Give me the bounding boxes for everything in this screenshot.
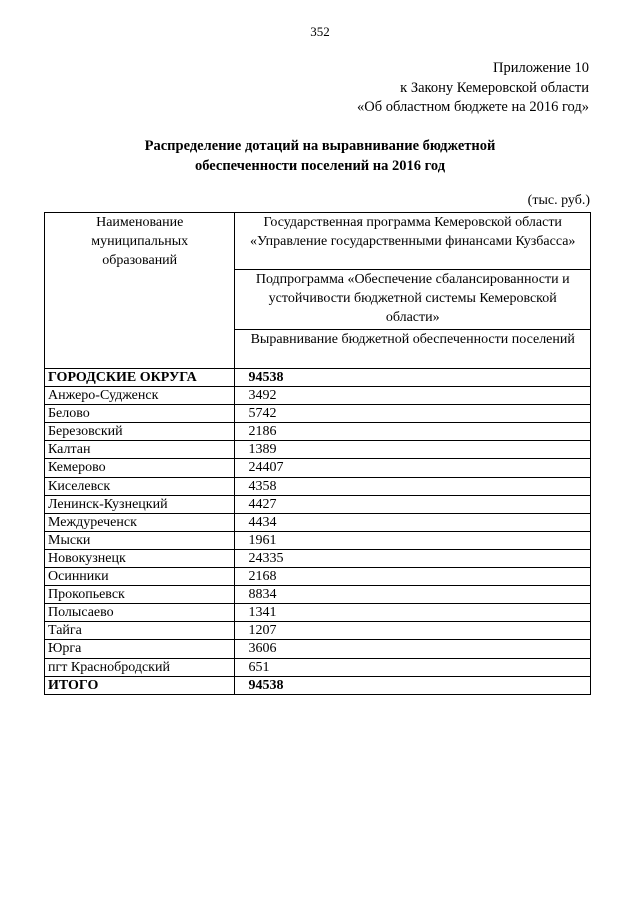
table-row [45, 423, 591, 441]
table-row-subtotal [45, 369, 591, 387]
table-row [45, 568, 591, 586]
municipality-name: Осинники [45, 568, 235, 586]
table-row [45, 549, 591, 567]
program-line-2: «Управление государственными финансами Кузбасса» [250, 234, 576, 249]
municipality-name: пгт Краснобродский [45, 658, 235, 676]
table-row [45, 622, 591, 640]
subsidy-value: 1389 [235, 441, 591, 459]
municipality-name: Киселевск [45, 477, 235, 495]
municipality-name: Белово [45, 405, 235, 423]
subsidy-table [44, 212, 591, 695]
program-header [235, 213, 591, 270]
municipality-name: Калтан [45, 441, 235, 459]
subsidy-value: 8834 [235, 586, 591, 604]
subsidy-value: 1207 [235, 622, 591, 640]
table-row [45, 531, 591, 549]
table-row [45, 495, 591, 513]
subprogram-line-3: области» [385, 310, 440, 326]
col1-header-line-3: образований [102, 253, 178, 268]
subsidy-value: 4427 [235, 495, 591, 513]
municipality-name: Прокопьевск [45, 586, 235, 604]
appendix-line-3: «Об областном бюджете на 2016 год» [357, 99, 589, 115]
table-row [45, 405, 591, 423]
table-row [45, 658, 591, 676]
table-row [45, 640, 591, 658]
table-row [45, 387, 591, 405]
column-header-municipalities [45, 213, 235, 369]
table-row-total [45, 676, 591, 694]
subsidy-value: 651 [235, 658, 591, 676]
municipality-name: Березовский [45, 423, 235, 441]
subsidy-value: 2168 [235, 568, 591, 586]
document-title [0, 136, 640, 176]
subsidy-value: 3606 [235, 640, 591, 658]
col1-header-line-1: Наименование [96, 215, 184, 230]
table-row [45, 459, 591, 477]
subsidy-value: 94538 [235, 676, 591, 694]
header-row [45, 213, 591, 270]
units-label: (тыс. руб.) [527, 193, 590, 208]
appendix-header [357, 59, 589, 118]
municipality-name: Кемерово [45, 459, 235, 477]
municipality-name: ГОРОДСКИЕ ОКРУГА [45, 369, 235, 387]
subsidy-value: 1341 [235, 604, 591, 622]
title-line-2: обеспеченности поселений на 2016 год [194, 158, 446, 174]
table-row [45, 477, 591, 495]
subsidy-value: 4358 [235, 477, 591, 495]
title-line-1: Распределение дотаций на выравнивание бюджетной [144, 138, 496, 154]
subsidy-value: 1961 [235, 531, 591, 549]
municipality-name: Полысаево [45, 604, 235, 622]
subprogram-header [235, 270, 591, 330]
appendix-line-2: к Закону Кемеровской области [400, 79, 589, 96]
appendix-line-1: Приложение 10 [493, 60, 589, 76]
subsidy-value: 94538 [235, 369, 591, 387]
subsidy-value: 24335 [235, 549, 591, 567]
page-number: 352 [310, 24, 330, 39]
municipality-name: Ленинск-Кузнецкий [45, 495, 235, 513]
subsidy-value: 2186 [235, 423, 591, 441]
program-line-1: Государственная программа Кемеровской области [263, 215, 562, 230]
municipality-name: Мыски [45, 531, 235, 549]
subprogram-line-2: устойчивости бюджетной системы Кемеровской [268, 291, 557, 307]
table-row [45, 604, 591, 622]
table-row [45, 513, 591, 531]
subsidy-value: 24407 [235, 459, 591, 477]
table-row [45, 586, 591, 604]
municipality-name: Юрга [45, 640, 235, 658]
col1-header-line-2: муниципальных [91, 234, 189, 249]
municipality-name: Междуреченск [45, 513, 235, 531]
table-row [45, 441, 591, 459]
subsidy-value: 3492 [235, 387, 591, 405]
subsidy-value: 4434 [235, 513, 591, 531]
municipality-name: Анжеро-Судженск [45, 387, 235, 405]
subprogram-line-1: Подпрограмма «Обеспечение сбалансированности и [255, 272, 570, 288]
municipality-name: Новокузнецк [45, 549, 235, 567]
measure-header: Выравнивание бюджетной обеспеченности поселений [235, 330, 591, 369]
municipality-name: ИТОГО [45, 676, 235, 694]
subsidy-value: 5742 [235, 405, 591, 423]
municipality-name: Тайга [45, 622, 235, 640]
